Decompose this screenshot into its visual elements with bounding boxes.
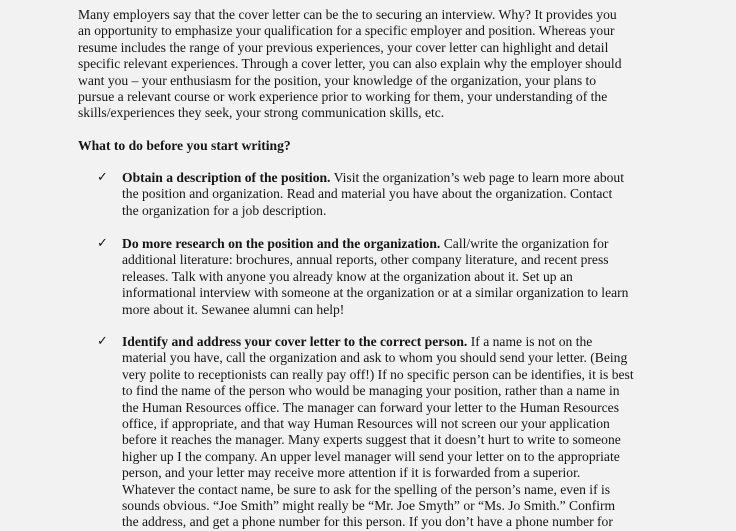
checklist-item-line: very polite to receptionists can really pay off!) If no specific person can be identifies, it is best — [122, 366, 634, 382]
checklist-item-lead: Do more research on the position and the organization. — [122, 236, 441, 251]
checklist-item-lead: Obtain a description of the position. — [122, 170, 331, 185]
checklist-item-line: office, if appropriate, and that way Human Resources will not screen our your application — [122, 416, 610, 432]
checklist-item-line: additional literature: brochures, annual reports, other company literature, and recent press — [122, 252, 609, 268]
intro-line: specific relevant experiences. Through a cover letter, you can also explain why the employer should — [78, 56, 622, 72]
intro-line: want you – your enthusiasm for the position, your knowledge of the organization, your plans to — [78, 72, 597, 88]
checkmark-icon: ✓ — [97, 334, 108, 349]
checklist-item-line: Whatever the contact name, be sure to ask for the spelling of the person’s name, even if is — [122, 481, 611, 497]
checklist-item-body — [122, 334, 667, 531]
checklist-item-obtain-description — [97, 170, 667, 219]
checklist-item-line: the Human Resources office. The manager can forward your letter to the Human Resources — [122, 399, 620, 415]
checklist-item-body — [122, 170, 667, 219]
checklist-item-text: Visit the organization’s web page to learn more about — [330, 170, 624, 185]
checklist-item-line: person, and your letter may receive more attention if it is forwarded from a superior. — [122, 465, 581, 481]
intro-line: pursue a relevant course or work experience prior to working for them, your understanding of the — [78, 89, 608, 105]
checklist-item-line — [122, 170, 667, 186]
checklist-item-line — [122, 334, 667, 350]
checklist-item-line: the address, and get a phone number for this person. If you don’t have a phone number for — [122, 514, 613, 530]
intro-paragraph — [78, 7, 668, 122]
checklist-item-lead: Identify and address your cover letter to the correct person. — [122, 334, 468, 349]
checklist-item-line: higher up I the company. An upper level manager will send your letter on to the appropriate — [122, 448, 620, 464]
checklist-item-line: material you have, call the organization and ask to whom you should send your letter. (Being — [122, 350, 628, 366]
checklist-item-line: more about it. Sewanee alumni can help! — [122, 301, 345, 317]
checkmark-icon: ✓ — [97, 170, 108, 185]
checklist-item-line: sounds obvious. “Joe Smith” might really be “Mr. Joe Smyth” or “Ms. Jo Smith.” Confirm — [122, 498, 616, 514]
intro-line: resume includes the range of your previous experiences, your cover letter can highlight and detail — [78, 39, 609, 55]
checklist-item-identify-person — [97, 334, 667, 531]
section-heading: What to do before you start writing? — [78, 138, 291, 153]
checklist-item-research — [97, 236, 667, 318]
checklist-item-line: the position and organization. Read and material you have about the organization. Contact — [122, 186, 613, 202]
intro-line: an opportunity to emphasize your qualification for a specific employer and position. Whereas your — [78, 23, 615, 39]
intro-line: skills/experiences they seek, your strong communication skills, etc. — [78, 105, 445, 121]
checklist-item-text: If a name is not on the — [467, 334, 593, 349]
checklist-item-line: informational interview with someone at the organization or at a similar organization to learn — [122, 285, 629, 301]
checklist-item-text: Call/write the organization for — [440, 236, 609, 251]
checklist-item-body — [122, 236, 667, 318]
checklist-item-line: to find the name of the person who would be managing your position, rather than a name in — [122, 383, 620, 399]
checklist-item-line: before it reaches the manager. Many experts suggest that it doesn’t hurt to write to someone — [122, 432, 621, 448]
intro-line: Many employers say that the cover letter can be the to securing an interview. Why? It provides you — [78, 7, 617, 22]
checklist-item-line: releases. Talk with anyone you already know at the organization about it. Set up an — [122, 268, 573, 284]
checklist-item-line — [122, 236, 667, 252]
checkmark-icon: ✓ — [97, 236, 108, 251]
checklist-item-line: the organization for a job description. — [122, 202, 327, 218]
